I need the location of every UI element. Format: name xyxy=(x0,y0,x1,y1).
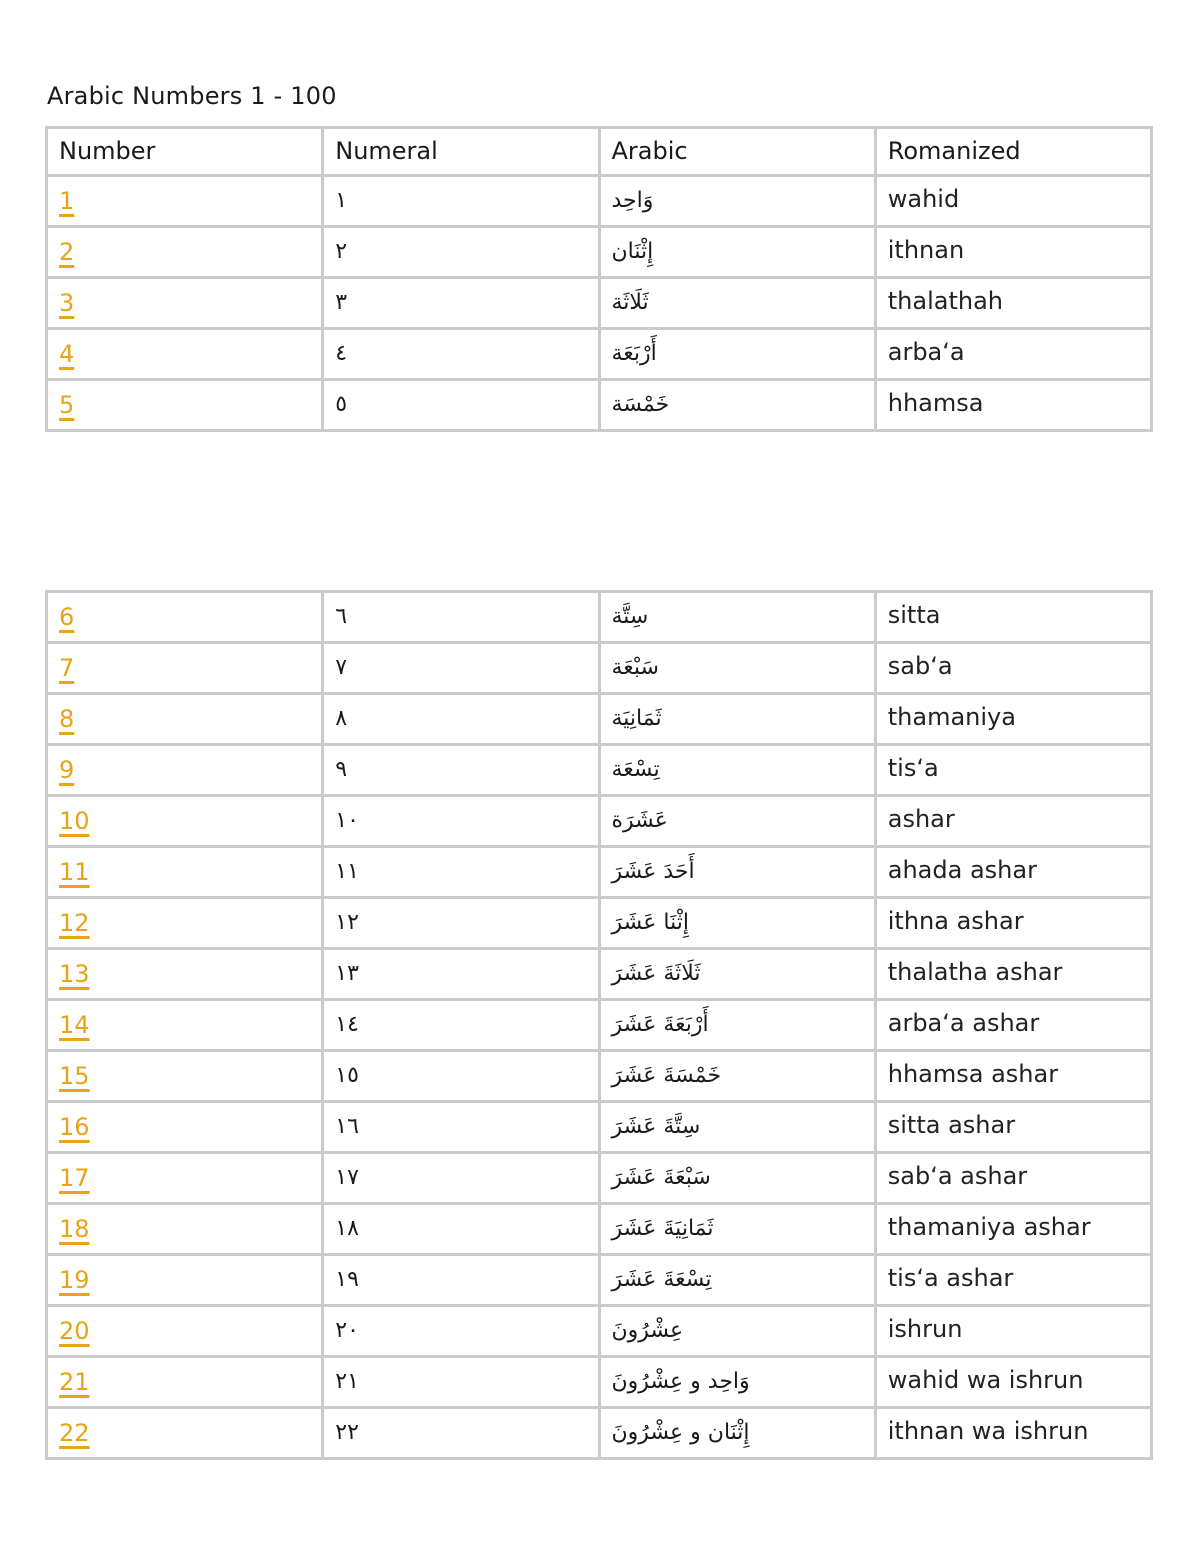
numeral-cell xyxy=(323,949,599,1000)
table-row xyxy=(47,847,1152,898)
table-row xyxy=(47,898,1152,949)
romanized-cell xyxy=(875,1000,1151,1051)
romanized-text: wahid xyxy=(887,185,960,213)
table-row xyxy=(47,1000,1152,1051)
number-link[interactable]: 19 xyxy=(59,1266,90,1294)
romanized-text: ithna ashar xyxy=(887,907,1024,935)
table-row xyxy=(47,745,1152,796)
romanized-cell xyxy=(875,1408,1151,1459)
arabic-text: أَحَدَ عَشَرَ xyxy=(611,859,695,884)
number-link[interactable]: 20 xyxy=(59,1317,90,1345)
numeral-cell xyxy=(323,694,599,745)
arabic-cell xyxy=(599,1357,875,1408)
arabic-cell xyxy=(599,898,875,949)
number-link[interactable]: 10 xyxy=(59,807,90,835)
numeral-text: ١٦ xyxy=(335,1114,359,1139)
page-title: Arabic Numbers 1 - 100 xyxy=(47,82,337,110)
numbers-table-2 xyxy=(45,590,1153,1460)
numeral-cell xyxy=(323,898,599,949)
romanized-text: wahid wa ishrun xyxy=(887,1366,1084,1394)
arabic-text: خَمْسَة xyxy=(611,392,670,417)
romanized-cell xyxy=(875,847,1151,898)
header-number: Number xyxy=(47,128,323,176)
romanized-cell xyxy=(875,1306,1151,1357)
romanized-cell xyxy=(875,1051,1151,1102)
number-link[interactable]: 15 xyxy=(59,1062,90,1090)
number-cell xyxy=(47,1102,323,1153)
arabic-text: سِتَّة xyxy=(611,604,649,629)
arabic-text: وَاحِد و عِشْرُونَ xyxy=(611,1369,750,1394)
arabic-cell xyxy=(599,1255,875,1306)
number-cell xyxy=(47,745,323,796)
arabic-text: تِسْعَةَ عَشَرَ xyxy=(611,1267,712,1292)
romanized-text: hhamsa xyxy=(887,389,984,417)
numeral-cell xyxy=(323,1357,599,1408)
numeral-text: ١٧ xyxy=(335,1165,359,1190)
arabic-cell xyxy=(599,176,875,227)
number-cell xyxy=(47,1153,323,1204)
number-link[interactable]: 18 xyxy=(59,1215,90,1243)
table-row xyxy=(47,949,1152,1000)
numeral-text: ٧ xyxy=(335,655,348,680)
arabic-text: سَبْعَةَ عَشَرَ xyxy=(611,1165,711,1190)
number-cell xyxy=(47,643,323,694)
number-link[interactable]: 9 xyxy=(59,756,75,784)
arabic-cell xyxy=(599,1204,875,1255)
romanized-text: ashar xyxy=(887,805,955,833)
number-link[interactable]: 13 xyxy=(59,960,90,988)
romanized-text: ishrun xyxy=(887,1315,963,1343)
romanized-cell xyxy=(875,592,1151,643)
number-link[interactable]: 17 xyxy=(59,1164,90,1192)
arabic-cell xyxy=(599,227,875,278)
romanized-text: thalathah xyxy=(887,287,1003,315)
table-row xyxy=(47,1306,1152,1357)
numeral-cell xyxy=(323,380,599,431)
numeral-cell xyxy=(323,592,599,643)
numeral-text: ١ xyxy=(335,188,348,213)
numeral-text: ٢٠ xyxy=(335,1318,359,1343)
number-cell xyxy=(47,329,323,380)
arabic-cell xyxy=(599,694,875,745)
romanized-cell xyxy=(875,1255,1151,1306)
romanized-cell xyxy=(875,1204,1151,1255)
table-row xyxy=(47,1102,1152,1153)
arabic-cell xyxy=(599,643,875,694)
numeral-cell xyxy=(323,227,599,278)
number-link[interactable]: 22 xyxy=(59,1419,90,1447)
arabic-text: ثَمَانِيَةَ عَشَرَ xyxy=(611,1216,714,1241)
numeral-cell xyxy=(323,745,599,796)
numeral-cell xyxy=(323,1306,599,1357)
romanized-text: sitta ashar xyxy=(887,1111,1016,1139)
numeral-cell xyxy=(323,329,599,380)
numeral-cell xyxy=(323,1408,599,1459)
numeral-text: ٣ xyxy=(335,290,348,315)
number-link[interactable]: 6 xyxy=(59,603,75,631)
arabic-text: تِسْعَة xyxy=(611,757,660,782)
arabic-cell xyxy=(599,1306,875,1357)
number-cell xyxy=(47,694,323,745)
romanized-text: thamaniya ashar xyxy=(887,1213,1091,1241)
number-link[interactable]: 7 xyxy=(59,654,75,682)
number-link[interactable]: 5 xyxy=(59,391,75,419)
header-romanized: Romanized xyxy=(875,128,1151,176)
number-link[interactable]: 11 xyxy=(59,858,90,886)
romanized-cell xyxy=(875,278,1151,329)
numbers-table-1 xyxy=(45,126,1153,432)
header-row xyxy=(47,128,1152,176)
romanized-cell xyxy=(875,643,1151,694)
table-row xyxy=(47,592,1152,643)
header-arabic: Arabic xyxy=(599,128,875,176)
number-link[interactable]: 12 xyxy=(59,909,90,937)
romanized-text: sab‘a xyxy=(887,652,953,680)
arabic-cell xyxy=(599,278,875,329)
romanized-cell xyxy=(875,745,1151,796)
arabic-cell xyxy=(599,329,875,380)
number-cell xyxy=(47,278,323,329)
arabic-cell xyxy=(599,592,875,643)
numeral-text: ٢ xyxy=(335,239,348,264)
arabic-text: ثَمَانِيَة xyxy=(611,706,662,731)
table-row xyxy=(47,1408,1152,1459)
numeral-cell xyxy=(323,796,599,847)
romanized-text: sitta xyxy=(887,601,941,629)
arabic-text: ثَلَاثَة xyxy=(611,290,649,315)
romanized-text: thamaniya xyxy=(887,703,1016,731)
romanized-cell xyxy=(875,380,1151,431)
romanized-cell xyxy=(875,1357,1151,1408)
arabic-text: عِشْرُونَ xyxy=(611,1318,684,1343)
number-link[interactable]: 1 xyxy=(59,187,75,215)
numeral-cell xyxy=(323,1204,599,1255)
table-row xyxy=(47,1204,1152,1255)
romanized-cell xyxy=(875,796,1151,847)
number-cell xyxy=(47,380,323,431)
number-link[interactable]: 8 xyxy=(59,705,75,733)
arabic-cell xyxy=(599,1051,875,1102)
number-cell xyxy=(47,176,323,227)
arabic-text: سِتَّةَ عَشَرَ xyxy=(611,1114,701,1139)
numeral-text: ١٢ xyxy=(335,910,359,935)
numeral-text: ١١ xyxy=(335,859,359,884)
romanized-cell xyxy=(875,176,1151,227)
arabic-cell xyxy=(599,847,875,898)
number-cell xyxy=(47,1357,323,1408)
arabic-text: خَمْسَةَ عَشَرَ xyxy=(611,1063,722,1088)
table-row xyxy=(47,1357,1152,1408)
romanized-cell xyxy=(875,227,1151,278)
arabic-cell xyxy=(599,1000,875,1051)
number-cell xyxy=(47,796,323,847)
table-row xyxy=(47,1255,1152,1306)
table-row xyxy=(47,329,1152,380)
number-cell xyxy=(47,1000,323,1051)
number-link[interactable]: 3 xyxy=(59,289,75,317)
arabic-text: إِثْنَا عَشَرَ xyxy=(611,910,689,935)
numeral-text: ١٨ xyxy=(335,1216,359,1241)
numeral-cell xyxy=(323,847,599,898)
romanized-cell xyxy=(875,329,1151,380)
number-cell xyxy=(47,1408,323,1459)
numeral-text: ٩ xyxy=(335,757,348,782)
number-link[interactable]: 16 xyxy=(59,1113,90,1141)
romanized-text: arba‘a xyxy=(887,338,965,366)
arabic-text: أَرْبَعَة xyxy=(611,341,657,366)
numeral-cell xyxy=(323,1051,599,1102)
romanized-text: thalatha ashar xyxy=(887,958,1063,986)
arabic-text: ثَلَاثَةَ عَشَرَ xyxy=(611,961,701,986)
table-row xyxy=(47,380,1152,431)
number-cell xyxy=(47,1306,323,1357)
numeral-text: ١٣ xyxy=(335,961,359,986)
table-row xyxy=(47,643,1152,694)
number-link[interactable]: 21 xyxy=(59,1368,90,1396)
numeral-text: ٢١ xyxy=(335,1369,359,1394)
romanized-cell xyxy=(875,1153,1151,1204)
table-row xyxy=(47,694,1152,745)
romanized-text: arba‘a ashar xyxy=(887,1009,1040,1037)
numeral-text: ٤ xyxy=(335,341,348,366)
number-cell xyxy=(47,847,323,898)
arabic-cell xyxy=(599,1153,875,1204)
number-cell xyxy=(47,949,323,1000)
romanized-text: sab‘a ashar xyxy=(887,1162,1028,1190)
romanized-text: ahada ashar xyxy=(887,856,1037,884)
romanized-text: ithnan xyxy=(887,236,965,264)
numeral-cell xyxy=(323,1000,599,1051)
arabic-text: إِثْنَان و عِشْرُونَ xyxy=(611,1420,750,1445)
arabic-text: إِثْنَان xyxy=(611,239,654,264)
arabic-cell xyxy=(599,1408,875,1459)
romanized-text: ithnan wa ishrun xyxy=(887,1417,1089,1445)
table-row xyxy=(47,278,1152,329)
numeral-text: ١٥ xyxy=(335,1063,359,1088)
numeral-cell xyxy=(323,643,599,694)
numeral-cell xyxy=(323,176,599,227)
table-row xyxy=(47,1153,1152,1204)
romanized-cell xyxy=(875,898,1151,949)
number-cell xyxy=(47,898,323,949)
arabic-text: وَاحِد xyxy=(611,188,654,213)
arabic-cell xyxy=(599,1102,875,1153)
numeral-text: ٥ xyxy=(335,392,348,417)
arabic-cell xyxy=(599,380,875,431)
numeral-cell xyxy=(323,1102,599,1153)
header-numeral: Numeral xyxy=(323,128,599,176)
number-cell xyxy=(47,227,323,278)
romanized-text: tis‘a xyxy=(887,754,939,782)
numeral-text: ٦ xyxy=(335,604,348,629)
numeral-text: ٨ xyxy=(335,706,348,731)
numeral-text: ١٤ xyxy=(335,1012,359,1037)
table-row xyxy=(47,176,1152,227)
numeral-text: ٢٢ xyxy=(335,1420,359,1445)
number-cell xyxy=(47,592,323,643)
romanized-text: tis‘a ashar xyxy=(887,1264,1014,1292)
arabic-cell xyxy=(599,796,875,847)
table-row xyxy=(47,796,1152,847)
numeral-text: ١٩ xyxy=(335,1267,359,1292)
romanized-text: hhamsa ashar xyxy=(887,1060,1059,1088)
arabic-text: سَبْعَة xyxy=(611,655,659,680)
number-link[interactable]: 4 xyxy=(59,340,75,368)
arabic-cell xyxy=(599,745,875,796)
number-link[interactable]: 2 xyxy=(59,238,75,266)
number-cell xyxy=(47,1051,323,1102)
numeral-cell xyxy=(323,278,599,329)
numeral-cell xyxy=(323,1153,599,1204)
romanized-cell xyxy=(875,1102,1151,1153)
romanized-cell xyxy=(875,694,1151,745)
arabic-text: عَشَرَة xyxy=(611,808,668,833)
arabic-text: أَرْبَعَةَ عَشَرَ xyxy=(611,1012,709,1037)
number-cell xyxy=(47,1255,323,1306)
number-cell xyxy=(47,1204,323,1255)
number-link[interactable]: 14 xyxy=(59,1011,90,1039)
table-row xyxy=(47,227,1152,278)
numeral-cell xyxy=(323,1255,599,1306)
romanized-cell xyxy=(875,949,1151,1000)
numeral-text: ١٠ xyxy=(335,808,359,833)
table-row xyxy=(47,1051,1152,1102)
arabic-cell xyxy=(599,949,875,1000)
